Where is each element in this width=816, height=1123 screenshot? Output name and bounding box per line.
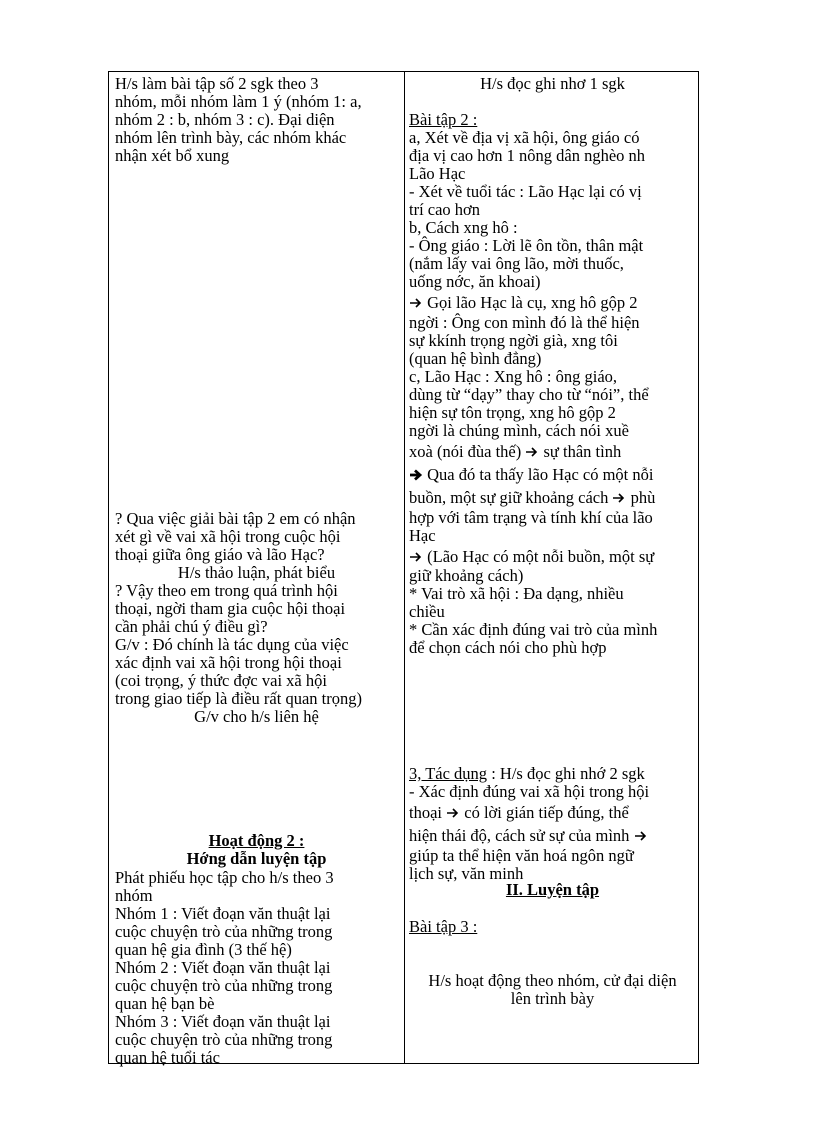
text-line (409, 804, 629, 822)
text-segment: sự thân tình (543, 442, 622, 461)
text-line (409, 827, 648, 845)
text-line: Nhóm 1 : Viết đoạn văn thuật lại (115, 904, 331, 923)
text-segment: buồn, một sự giữ khoảng cách (409, 488, 609, 507)
text-line (409, 489, 655, 507)
text-line: hợp với tâm trạng và tính khí của lão (409, 508, 653, 527)
text-line: (quan hệ bình đẳng) (409, 349, 542, 368)
lesson-table (108, 71, 699, 1067)
text-line: nhận xét bổ xung (115, 146, 230, 165)
text-line: H/s đọc ghi nhơ 1 sgk (480, 74, 625, 93)
text-line: G/v : Đó chính là tác dụng của việc (115, 635, 349, 654)
arrow-right-icon (446, 806, 460, 820)
text-line: - Xác định đúng vai xã hội trong hội (409, 782, 650, 801)
text-segment: xoà (nói đùa thế) (409, 442, 522, 461)
text-line: ? Vậy theo em trong quá trình hội (115, 581, 338, 600)
text-line: Nhóm 3 : Viết đoạn văn thuật lại (115, 1012, 331, 1031)
text-line: (coi trọng, ý thức đợc vai xã hội (115, 671, 327, 690)
text-line: nhóm lên trình bày, các nhóm khác (115, 128, 347, 147)
activity-title: Hoạt động 2 : (208, 831, 305, 850)
text-line: * Vai trò xã hội : Đa dạng, nhiều (409, 584, 624, 603)
text-line: hiện sự tôn trọng, xng hô gộp 2 (409, 403, 616, 422)
text-line: địa vị cao hơn 1 nông dân nghèo nh (409, 146, 646, 165)
text-line: H/s hoạt động theo nhóm, cử đại diện (428, 971, 677, 990)
arrow-right-icon (634, 829, 648, 843)
text-line: cuộc chuyện trò của những trong (115, 1030, 333, 1049)
text-line: nhóm 2 : b, nhóm 3 : c). Đại diện (115, 110, 335, 129)
activity-subtitle: Hớng dẫn luyện tập (186, 849, 327, 868)
text-line (409, 294, 637, 312)
text-line: lên trình bày (510, 989, 595, 1008)
text-line: nhóm, mỗi nhóm làm 1 ý (nhóm 1: a, (115, 92, 362, 111)
text-line: xác định vai xã hội trong hội thoại (115, 653, 342, 672)
text-line: nhóm (115, 886, 153, 905)
arrow-right-icon (409, 296, 423, 310)
text-segment: Gọi lão Hạc là cụ, xng hô gộp 2 (427, 293, 638, 312)
text-line: Lão Hạc (409, 164, 466, 183)
text-line: trí cao hơn (409, 200, 481, 219)
text-line: thoại, ngời tham gia cuộc hội thoại (115, 599, 346, 618)
text-line: ngời là chúng mình, cách nói xuề (409, 421, 629, 440)
exercise-3-label: Bài tập 3 : (409, 917, 478, 936)
text-line: cuộc chuyện trò của những trong (115, 922, 333, 941)
text-line: uống nớc, ăn khoai) (409, 272, 541, 291)
text-segment: phù (630, 488, 656, 507)
arrow-right-icon (525, 445, 539, 459)
right-column (405, 72, 698, 1063)
text-line: H/s làm bài tập số 2 sgk theo 3 (115, 74, 319, 93)
text-line: - Xét về tuổi tác : Lão Hạc lại có vị (409, 182, 642, 201)
text-line: giữ khoảng cách) (409, 566, 524, 585)
text-line (409, 443, 621, 461)
text-line: cần phải chú ý điều gì? (115, 617, 268, 636)
text-line: trong giao tiếp là điều rất quan trọng) (115, 689, 362, 708)
bold-arrow-right-icon (409, 468, 423, 482)
text-line: chiều (409, 602, 445, 621)
text-segment: Qua đó ta thấy lão Hạc có một nỗi (427, 465, 654, 484)
text-segment: : H/s đọc ghi nhớ 2 sgk (491, 764, 645, 783)
exercise-2-label: Bài tập 2 : (409, 110, 478, 129)
text-line: Hạc (409, 526, 436, 545)
arrow-right-icon (612, 491, 626, 505)
text-line: ? Qua việc giải bài tập 2 em có nhận (115, 509, 356, 528)
text-line: a, Xét về địa vị xã hội, ông giáo có (409, 128, 640, 147)
text-line: sự kkính trọng ngời già, xng tôi (409, 331, 618, 350)
text-line: H/s thảo luận, phát biểu (177, 563, 336, 582)
text-line: quan hệ tuổi tác (115, 1048, 220, 1067)
text-line: quan hệ gia đình (3 thế hệ) (115, 940, 292, 959)
text-line: * Cần xác định đúng vai trò của mình (409, 620, 658, 639)
left-column (109, 72, 404, 1067)
text-line: xét gì về vai xã hội trong cuộc hội (115, 527, 341, 546)
text-line: G/v cho h/s liên hệ (194, 707, 319, 726)
text-line: Nhóm 2 : Viết đoạn văn thuật lại (115, 958, 331, 977)
text-line: dùng từ “dạy” thay cho từ “nói”, thể (409, 385, 649, 404)
practice-title: II. Luyện tập (505, 880, 600, 899)
text-segment: hiện thái độ, cách sử sự của mình (409, 826, 630, 845)
section-3-label: 3, Tác dụng (409, 764, 488, 783)
text-line (409, 548, 654, 566)
text-segment: thoại (409, 803, 442, 822)
text-line: c, Lão Hạc : Xng hô : ông giáo, (409, 367, 618, 386)
text-line: (nắm lấy vai ông lão, mời thuốc, (409, 254, 624, 273)
arrow-right-icon (409, 550, 423, 564)
text-line: quan hệ bạn bè (115, 994, 215, 1013)
text-line: giúp ta thể hiện văn hoá ngôn ngữ (409, 846, 634, 865)
text-line (409, 466, 653, 484)
text-line (409, 765, 645, 783)
text-line: ngời : Ông con mình đó là thể hiện (409, 313, 640, 332)
text-segment: có lời gián tiếp đúng, thể (464, 803, 629, 822)
text-line: Phát phiếu học tập cho h/s theo 3 (115, 868, 334, 887)
text-line: cuộc chuyện trò của những trong (115, 976, 333, 995)
text-segment: (Lão Hạc có một nỗi buồn, một sự (427, 547, 655, 566)
text-line: lịch sự, văn minh (409, 864, 524, 883)
text-line: thoại giữa ông giáo và lão Hạc? (115, 545, 325, 564)
text-line: b, Cách xng hô : (409, 218, 518, 237)
text-line: để chọn cách nói cho phù hợp (409, 638, 607, 657)
text-line: - Ông giáo : Lời lẽ ôn tồn, thân mật (409, 236, 644, 255)
